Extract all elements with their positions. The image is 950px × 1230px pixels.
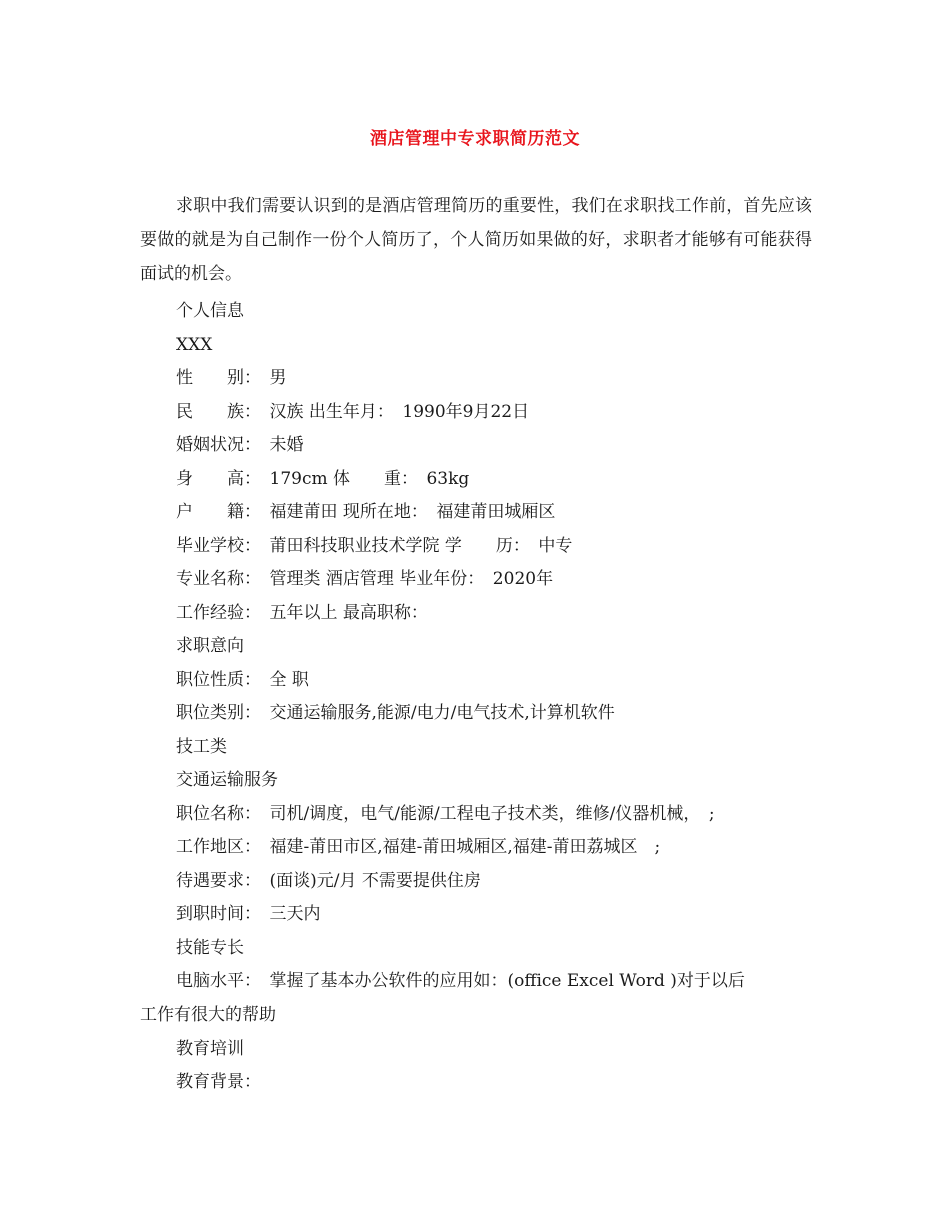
section-heading-job-intention: 求职意向 (176, 636, 244, 656)
field-job-title: 职位名称： 司机/调度，电气/能源/工程电子技术类，维修/仪器机械， ; (176, 804, 715, 824)
field-ethnicity-birthdate: 民 族： 汉族 出生年月： 1990年9月22日 (176, 402, 530, 422)
field-job-category: 职位类别： 交通运输服务,能源/电力/电气技术,计算机软件 (176, 703, 615, 723)
field-gender: 性 别： 男 (176, 368, 287, 388)
computer-level-continuation: 工作有很大的帮助 (140, 1005, 276, 1025)
field-marital-status: 婚姻状况： 未婚 (176, 435, 304, 455)
field-school-education: 毕业学校： 莆田科技职业技术学院 学 历： 中专 (176, 536, 573, 556)
field-experience-title: 工作经验： 五年以上 最高职称： (176, 603, 428, 623)
field-major-graduation: 专业名称： 管理类 酒店管理 毕业年份： 2020年 (176, 569, 554, 589)
field-household-location: 户 籍： 福建莆田 现所在地： 福建莆田城厢区 (176, 502, 556, 522)
section-heading-personal-info: 个人信息 (176, 301, 244, 321)
job-category-line-2: 技工类 (176, 737, 227, 757)
field-work-area: 工作地区： 福建-莆田市区,福建-莆田城厢区,福建-莆田荔城区 ; (176, 837, 661, 857)
section-heading-education-training: 教育培训 (176, 1039, 244, 1059)
field-salary: 待遇要求： (面谈)元/月 不需要提供住房 (176, 871, 481, 891)
field-computer-level: 电脑水平： 掌握了基本办公软件的应用如：(office Excel Word )对于以后 (176, 971, 745, 991)
section-heading-skills: 技能专长 (176, 938, 244, 958)
field-education-background: 教育背景： (176, 1072, 261, 1092)
document-title: 酒店管理中专求职简历范文 (370, 129, 580, 149)
field-start-time: 到职时间： 三天内 (176, 904, 321, 924)
candidate-name: XXX (176, 335, 213, 355)
intro-paragraph: 求职中我们需要认识到的是酒店管理简历的重要性，我们在求职找工作前，首先应该要做的就是为自己制作一份个人简历了，个人简历如果做的好，求职者才能够有可能获得面试的机会。 (140, 196, 812, 284)
job-category-line-3: 交通运输服务 (176, 770, 278, 790)
field-height-weight: 身 高： 179cm 体 重： 63kg (176, 469, 470, 489)
field-job-nature: 职位性质： 全 职 (176, 670, 309, 690)
